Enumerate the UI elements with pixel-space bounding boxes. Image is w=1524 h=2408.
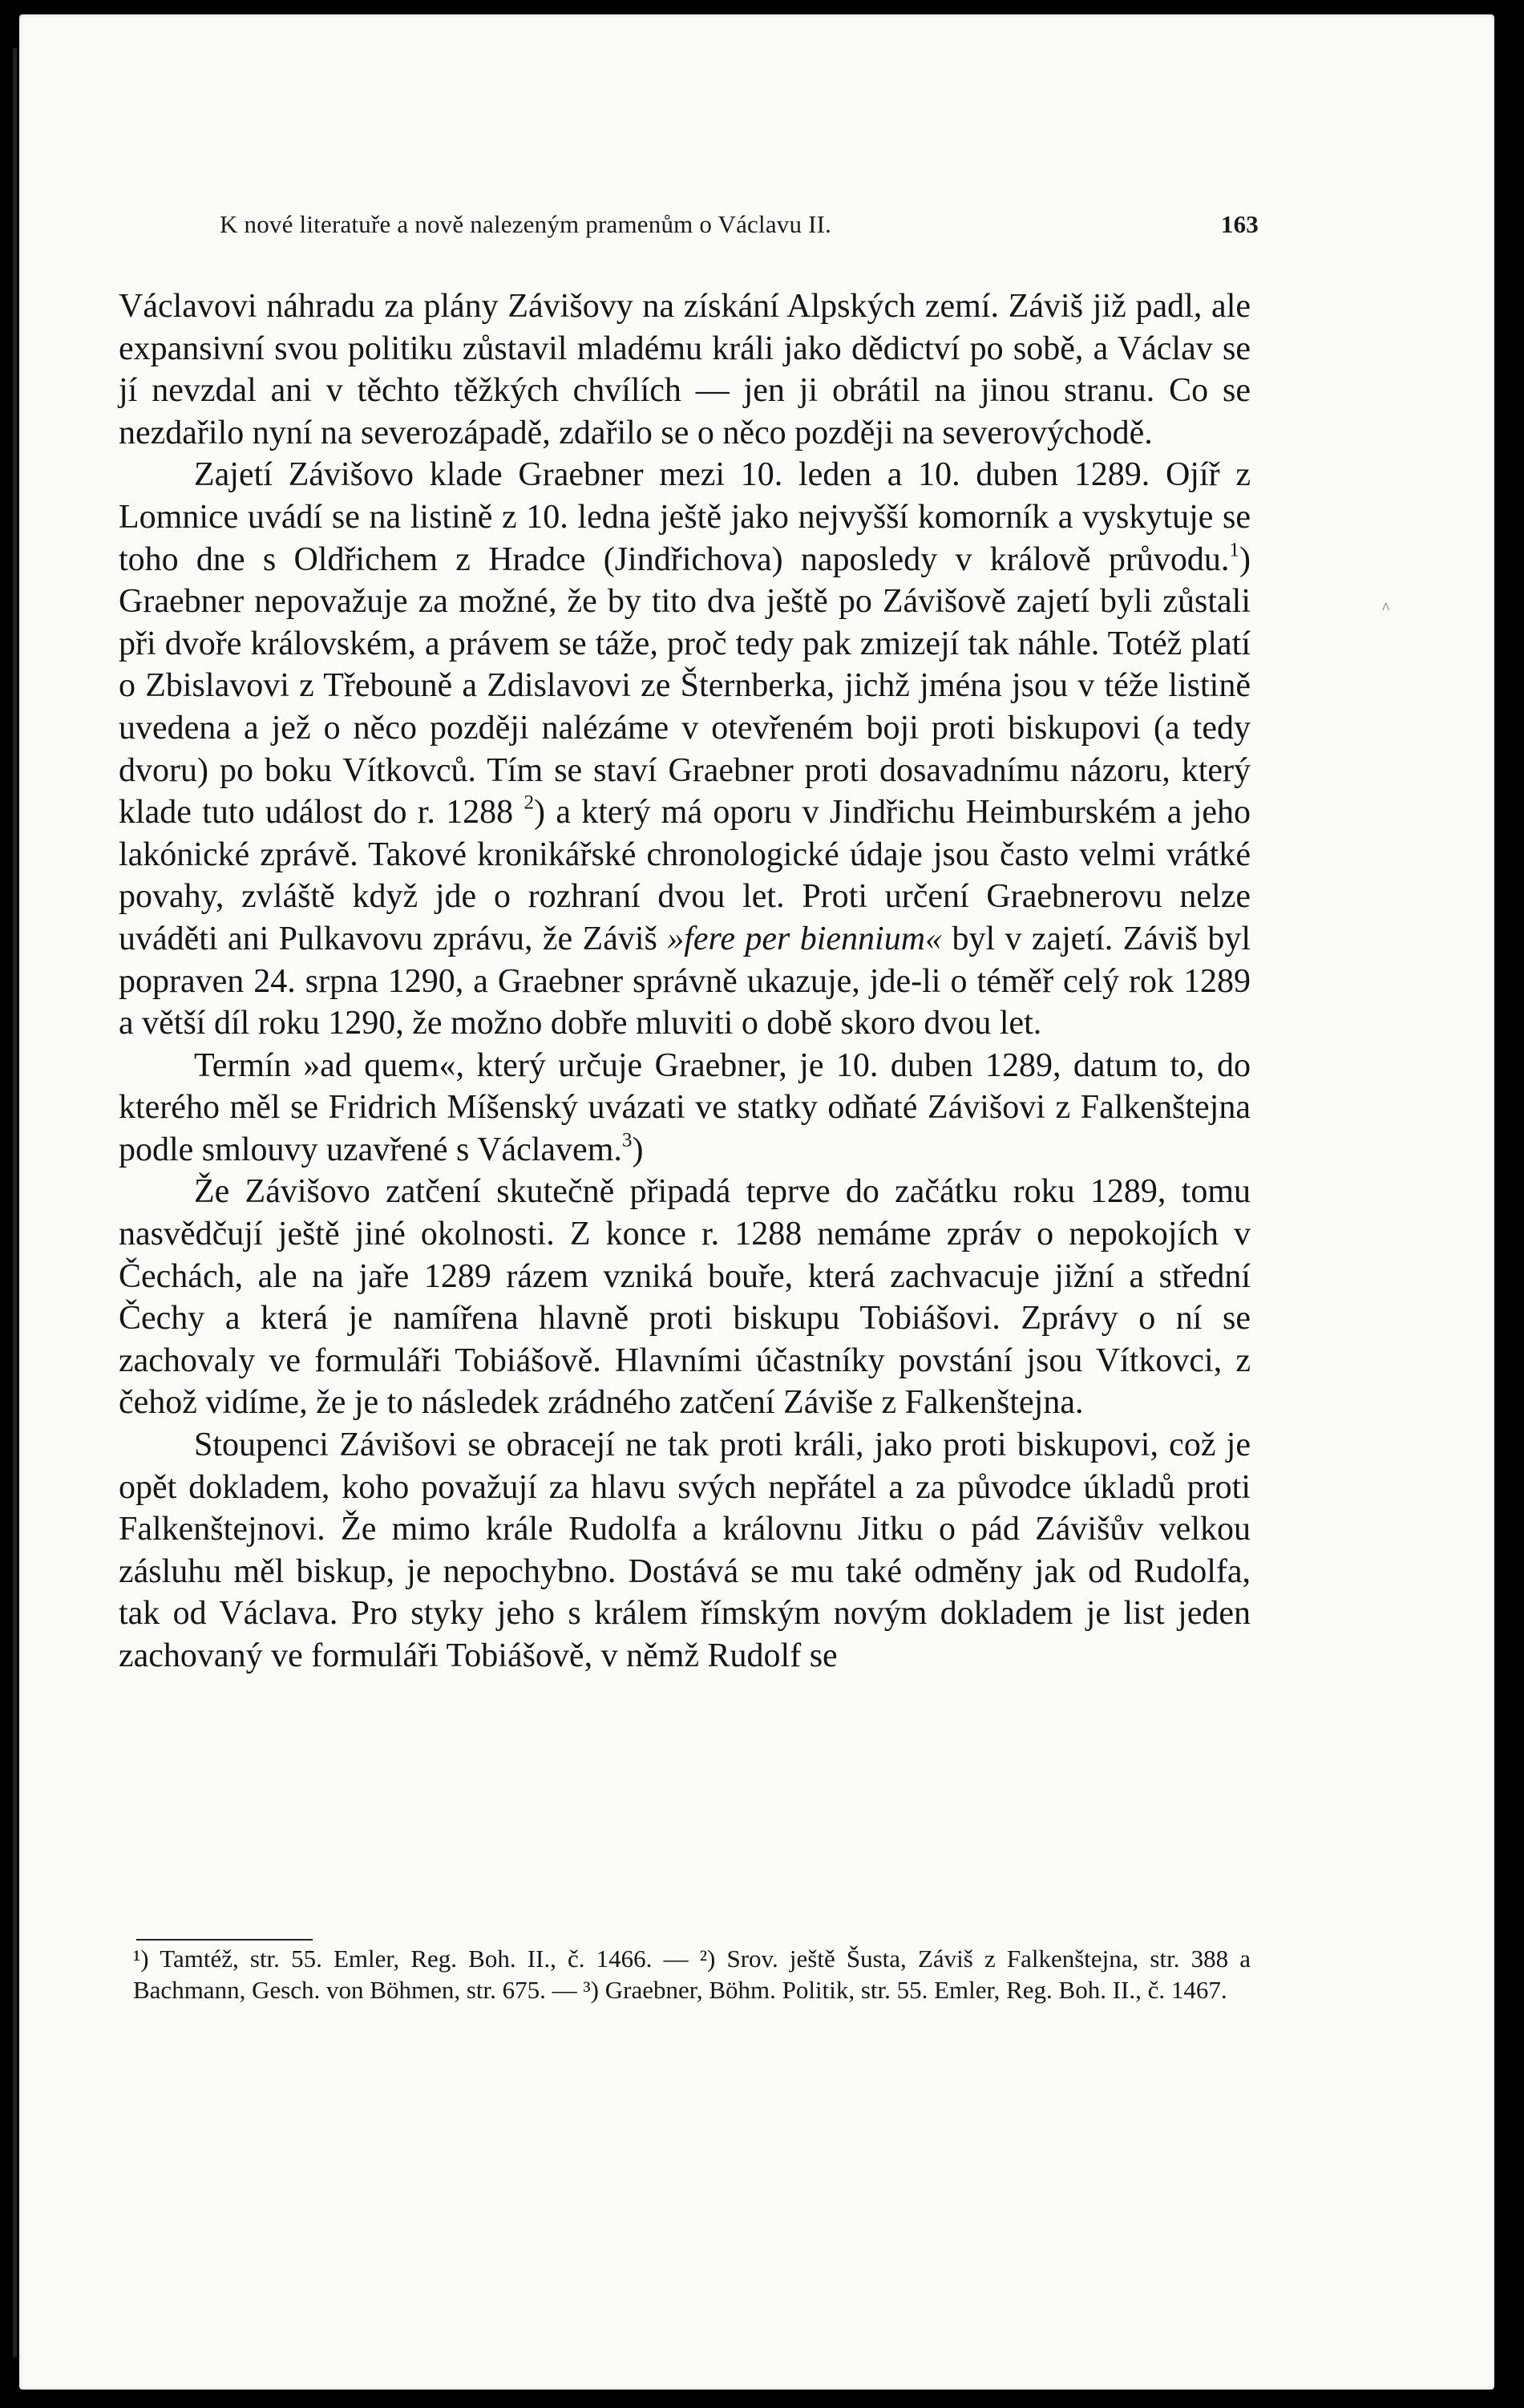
paragraph-2-cont: Graebner nepovažuje za možné, že by tito dva ještě po Závišově zajetí byli zůstali při dvoře královském, a právem se táže, proč tedy pak zmizejí tak náhle. Totéž platí o Zbislavovi z Třebouně a Zdislavovi ze Šternberka, jichž jména jsou v téže listině uvedena a jež o něco později nalézáme v otevřeném boji proti biskupovi (a tedy dvoru) po boku Vítkovců. Tím se staví Graebner proti dosavadnímu názoru, který klade tuto událost do r. 1288 (119, 583, 1251, 832)
paragraph-2-end: byl v zajetí. Záviš byl popraven 24. srpna 1290, a Graebner správně ukazuje, jde-li o téměř celý rok 1289 a větší díl roku 1290, že možno dobře mluviti o době skoro dvou let. (119, 920, 1251, 1042)
footnote-2: Srov. ještě Šusta, Záviš z Falkenštejna, str. 388 a Bachmann, Gesch. von Böhmen, str. 675. — (133, 1945, 1251, 2004)
footnotes (133, 1944, 1251, 2005)
paragraph-5: Stoupenci Závišovi se obracejí ne tak proti králi, jako proti biskupovi, což je opět dokladem, koho považují za hlavu svých nepřátel a za původce úkladů proti Falkenštejnovi. Že mimo krále Rudolfa a královnu Jitku o pád Závišův velkou zásluhu měl biskup, je nepochybno. Dostává se mu také odměny jak od Rudolfa, tak od Václava. Pro styky jeho s králem římským novým dokladem je list jeden zachovaný ve formuláři Tobiášově, v němž Rudolf se (119, 1427, 1251, 1674)
main-text (119, 285, 1251, 1678)
paragraph-4: Že Závišovo zatčení skutečně připadá teprve do začátku roku 1289, tomu nasvědčují ještě jiné okolnosti. Z konce r. 1288 nemáme zpráv o nepokojích v Čechách, ale na jaře 1289 rázem vzniká bouře, která zachvacuje jižní a střední Čechy a která je namířena hlavně proti biskupu Tobiášovi. Zprávy o ní se zachovaly ve formuláři Tobiášově. Hlavními účastníky povstání jsou Vítkovci, z čehož vidíme, že je to následek zrádného zatčení Záviše z Falkenštejna. (119, 1173, 1251, 1422)
paragraph-2-cont2: a který má oporu v Jindřichu Heimburském a jeho lakónické zprávě. Takové kronikářské chronologické údaje jsou často velmi vrátké povahy, zvláště když jde o rozhraní dvou let. Proti určení Graebnerovu nelze uváděti ani Pulkavovu zprávu, že Záviš (119, 794, 1251, 957)
page-number: 163 (1220, 210, 1259, 238)
footnote-mark-3: ³) (583, 1975, 600, 2004)
paragraph-2: Zajetí Závišovo klade Graebner mezi 10. leden a 10. duben 1289. Ojíř z Lomnice uvádí se na listině z 10. ledna ještě jako nejvyšší komorník a vyskytuje se toho dne s Oldřichem z Hradce (Jindřichova) naposledy v králově průvodu.$^1$) Graebner nepovažuje za možné, že by tito dva ještě po Závišově zajetí byli zůstali při dvoře královském, a právem se táže, proč tedy pak zmizejí tak náhle. Totéž platí o Zbislavovi z Třebouně a Zdislavovi ze Šternberka, jichž jména jsou v téže listině uvedena a jež o něco později nalézáme v otevřeném boji proti biskupovi (a tedy dvoru) po boku Vítkovců. Tím se staví Graebner proti dosavadnímu názoru, který klade tuto událost do r. 1288 $^2$) a který má oporu v Jindřichu Heimburském a jeho lakónické zprávě. Takové kronikářské chronologické údaje jsou často velmi vrátké povahy, zvláště když jde o rozhraní dvou let. Proti určení Graebnerovu nelze uváděti ani Pulkavovu zprávu, že Záviš »fere per biennium« byl v zajetí. Záviš byl popraven 24. srpna 1290, a Graebner správně ukazuje, jde-li o téměř celý rok 1289 a větší díl roku 1290, že možno dobře mluviti o době skoro dvou let. (119, 456, 1251, 1042)
footnote-1: Tamtéž, str. 55. Emler, Reg. Boh. II., č. 1466. — (160, 1945, 689, 1973)
footnote-mark-1: ¹) (133, 1945, 149, 1973)
margin-mark: ^ (1382, 600, 1390, 617)
footnote-block (133, 1944, 1251, 2005)
note-ref-1: 1 (1229, 538, 1239, 561)
footnote-mark-2: ²) (699, 1945, 716, 1973)
header-title: K nové literatuře a nově nalezeným pramenům o Václavu II. (220, 210, 832, 238)
paragraph-3-text: Termín »ad quem«, který určuje Graebner, je 10. duben 1289, datum to, do kterého měl se Fridrich Míšenský uvázati ve statky odňaté Závišovi z Falkenštejna podle smlouvy uzavřené s Václavem. (119, 1046, 1251, 1168)
note-ref-2: 2 (523, 791, 535, 814)
paragraph-1: Václavovi náhradu za plány Závišovy na získání Alpských zemí. Záviš již padl, ale expansivní svou politiku zůstavil mladému králi jako dědictví po sobě, a Václav se jí nevzdal ani v těchto těžkých chvílích — jen ji obrátil na jinou stranu. Co se nezdařilo nyní na severozápadě, zdařilo se o něco později na severovýchodě. (119, 288, 1251, 451)
footnote-divider (136, 1939, 313, 1941)
page-edge (13, 48, 17, 2357)
footnote-3: Graebner, Böhm. Politik, str. 55. Emler, Reg. Boh. II., č. 1467. (604, 1975, 1227, 2004)
paragraph-3: Termín »ad quem«, který určuje Graebner, je 10. duben 1289, datum to, do kterého měl se Fridrich Míšenský uvázati ve statky odňaté Závišovi z Falkenštejna podle smlouvy uzavřené s Václavem.$^3$) (119, 1046, 1251, 1168)
paragraph-2-start: Zajetí Závišovo klade Graebner mezi 10. leden a 10. duben 1289. Ojíř z Lomnice uvádí se na listině z 10. ledna ještě jako nejvyšší komorník a vyskytuje se toho dne s Oldřichem z Hradce (Jindřichova) naposledy v králově průvodu. (119, 456, 1251, 578)
note-ref-3: 3 (621, 1129, 633, 1151)
latin-quote: »fere per biennium« (667, 920, 943, 957)
